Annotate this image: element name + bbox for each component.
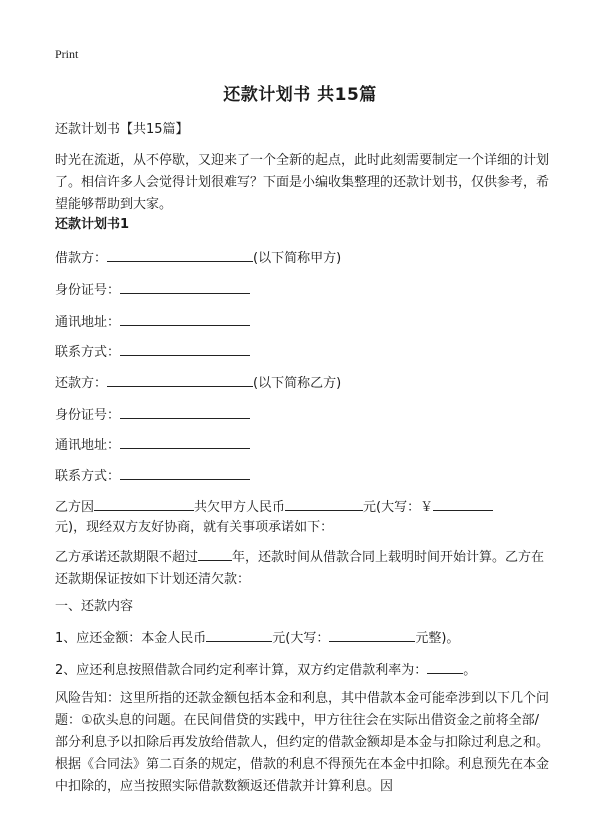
debt-text-1: 乙方因	[55, 500, 95, 515]
item-1-line	[55, 627, 550, 650]
repayer-label: 还款方：	[55, 376, 108, 391]
borrower-address-blank[interactable]	[120, 311, 250, 326]
interest-rate-blank[interactable]	[427, 659, 463, 674]
principal-amount-blank[interactable]	[206, 627, 272, 642]
repayer-blank[interactable]	[107, 372, 253, 387]
promise-text-1: 乙方承诺还款期限不超过	[55, 550, 199, 565]
promise-text-2: 年，还款时间从借款合同上载明时间开始计算。乙方在还款期保证按如下计划还清欠款：	[55, 550, 545, 587]
id-label: 身份证号：	[55, 408, 121, 423]
debt-line-2: 元)，现经双方友好协商，就有关事项承诺如下：	[55, 520, 334, 535]
repayer-id-line	[55, 404, 550, 427]
repayer-note: (以下简称乙方)	[253, 376, 342, 391]
debt-line-1	[55, 496, 550, 519]
section-one-heading: 一、还款内容	[55, 599, 134, 614]
debt-text-3: 元(大写：￥	[363, 500, 434, 515]
borrower-contact-blank[interactable]	[120, 341, 250, 356]
intro-paragraph: 时光在流逝，从不停歇，又迎来了一个全新的起点，此时此刻需要制定一个详细的计划了。相信许多人会觉得计划很难写？下面是小编收集整理的还款计划书，仅供参考，希望能够帮助到大家。	[55, 153, 550, 212]
borrower-line	[55, 247, 550, 270]
item1-text-1: 1、应还金额：本金人民币	[55, 631, 207, 646]
document-subtitle: 还款计划书【共15篇】	[55, 122, 189, 137]
debt-amount-words-blank[interactable]	[433, 496, 493, 511]
item1-text-3: 元整)。	[415, 631, 460, 646]
item1-text-2: 元(大写：	[272, 631, 330, 646]
risk-notice-paragraph: 风险告知：这里所指的还款金额包括本金和利息，其中借款本金可能牵涉到以下几个问题：①砍头息的问题。在民间借贷的实践中，甲方往往会在实际出借资金之前将全部/部分利息予以扣除后再发放给借款人，但约定的借款金额却是本金与扣除过利息之和。根据《合同法》第二百条的规定，借款的利息不得预先在本金中扣除。利息预先在本金中扣除的，应当按照实际借款数额返还借款并计算利息。因	[55, 691, 550, 794]
term-years-blank[interactable]	[198, 546, 232, 561]
repayer-address-line	[55, 434, 550, 457]
debt-text-2: 共欠甲方人民币	[194, 500, 286, 515]
debt-reason-blank[interactable]	[94, 496, 194, 511]
item-2-line	[55, 659, 550, 682]
repayer-contact-blank[interactable]	[120, 465, 250, 480]
repayer-line	[55, 372, 550, 395]
borrower-id-blank[interactable]	[120, 279, 250, 294]
borrower-contact-line	[55, 341, 550, 364]
repayer-contact-line	[55, 465, 550, 488]
contact-label: 联系方式：	[55, 345, 121, 360]
repayer-address-blank[interactable]	[120, 434, 250, 449]
borrower-address-line	[55, 311, 550, 334]
borrower-label: 借款方：	[55, 251, 108, 266]
principal-words-blank[interactable]	[329, 627, 415, 642]
promise-paragraph	[55, 546, 550, 591]
section-title: 还款计划书1	[55, 217, 130, 232]
repayer-id-blank[interactable]	[120, 404, 250, 419]
address-label: 通讯地址：	[55, 315, 121, 330]
borrower-id-line	[55, 279, 550, 302]
debt-amount-blank[interactable]	[285, 496, 363, 511]
id-label: 身份证号：	[55, 283, 121, 298]
item2-text-1: 2、应还利息按照借款合同约定利率计算，双方约定借款利率为：	[55, 663, 428, 678]
item2-text-2: 。	[463, 663, 477, 678]
document-title: 还款计划书 共15篇	[223, 85, 377, 105]
borrower-blank[interactable]	[107, 247, 253, 262]
borrower-note: (以下简称甲方)	[253, 251, 342, 266]
contact-label: 联系方式：	[55, 469, 121, 484]
address-label: 通讯地址：	[55, 438, 121, 453]
print-link[interactable]: Print	[55, 47, 79, 61]
